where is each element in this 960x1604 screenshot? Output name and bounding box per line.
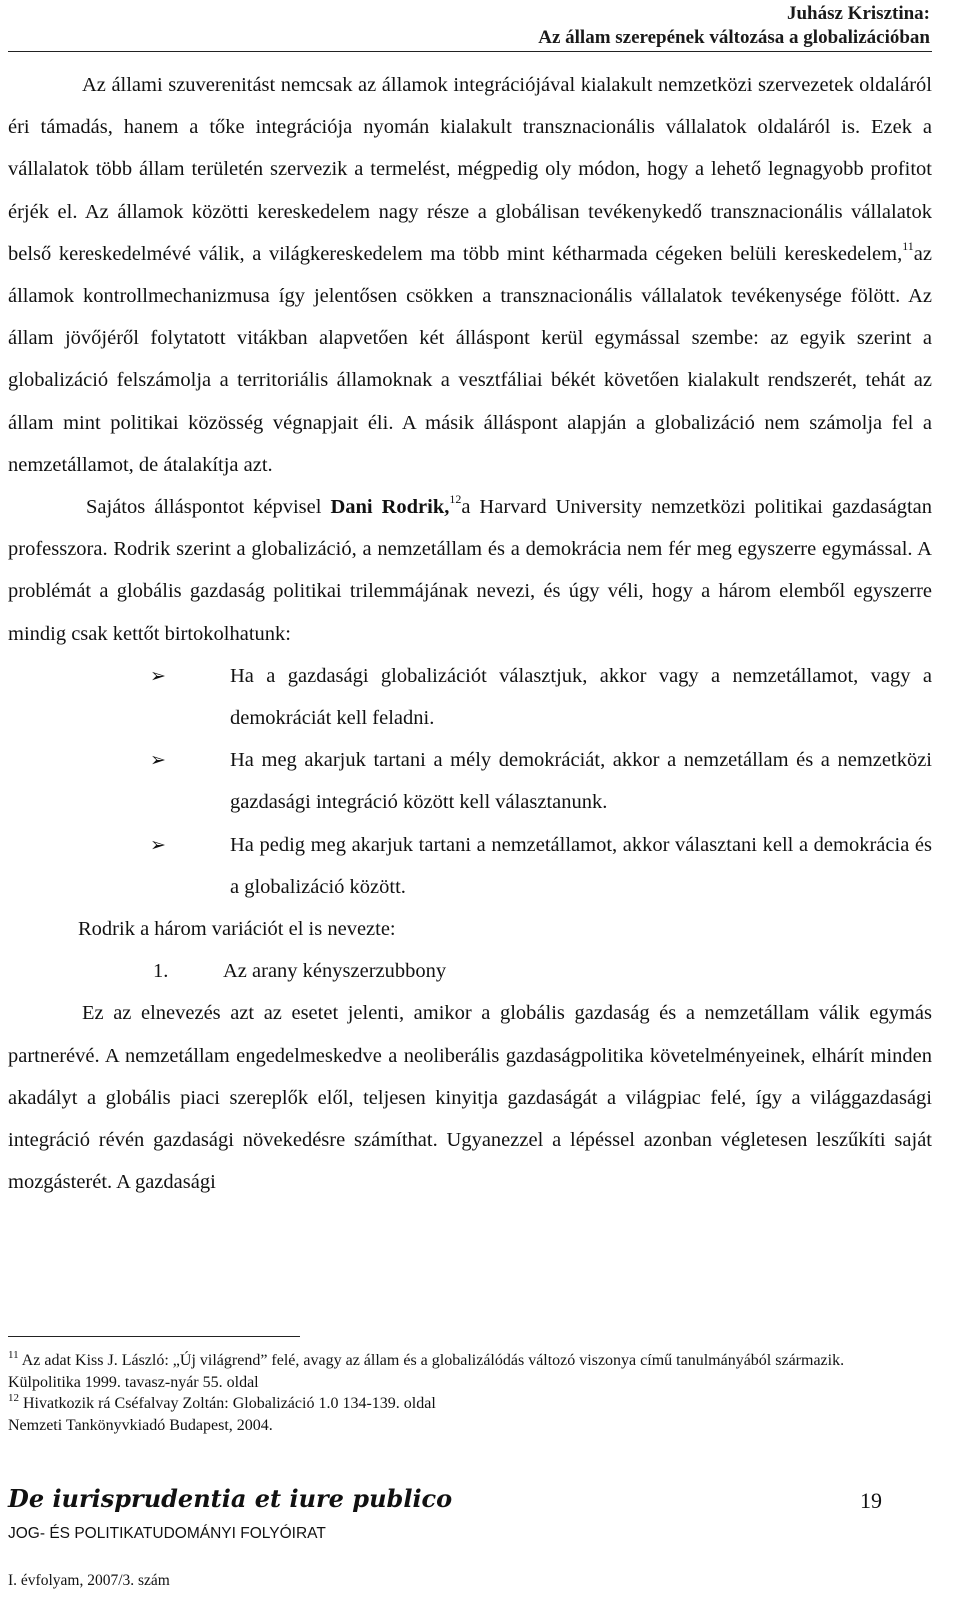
article-body	[8, 64, 932, 1203]
footnote-12	[8, 1393, 932, 1415]
list-item-text: Ha meg akarjuk tartani a mély demokráciát, akkor a nemzetállam és a nemzetközi gazdasági integráció között kell választanunk.	[230, 749, 932, 814]
header-rule	[8, 51, 932, 52]
footnote-number: 12	[8, 1392, 19, 1404]
list-item	[8, 655, 932, 739]
footnote-11-source: Külpolitika 1999. tavasz-nyár 55. oldal	[8, 1373, 259, 1391]
footnote-ref-12[interactable]: 12	[449, 492, 462, 507]
footnote-separator	[8, 1336, 300, 1337]
paragraph-golden-straitjacket: Ez az elnevezés azt az esetet jelenti, amikor a globális gazdaság és a nemzetállam válik egymás partnerévé. A nemzetállam engedelmeskedve a neoliberális gazdaságpolitika követelményeinek, elhárít minden akadályt a globális piaci szereplők elől, teljesen kinyitja gazdaságát a világpiac felé, így a világgazdasági integráció révén gazdasági növekedésre számíthat. Ugyanezzel a lépéssel azonban végletesen leszűkíti saját mozgásterét. A gazdasági	[8, 1002, 932, 1194]
arrowhead-icon: ➢	[150, 833, 166, 856]
paragraph-text: az államok kontrollmechanizmusa így jelentősen csökken a transznacionális vállalatok tevékenysége fölött. Az állam jövőjéről folytatott vitákban alapvetően két álláspont kerül egymással szembe: az egyik szerint a globalizáció felszámolja a territoriális államoknak a vesztfáliai békét követően kialakult rendszerét, tehát az állam mint politikai közösség végnapjait éli. A másik álláspont alapján a globalizáció nem számolja fel a nemzetállamot, de átalakítja azt.	[8, 242, 932, 476]
running-header	[538, 2, 930, 50]
header-author: Juhász Krisztina:	[786, 3, 930, 24]
variants-intro: Rodrik a három variációt el is nevezte:	[78, 918, 396, 941]
journal-name: JOG- ÉS POLITIKATUDOMÁNYI FOLYÓIRAT	[8, 1525, 326, 1542]
list-item	[8, 739, 932, 823]
variant-label: Az arany kényszerzubbony	[223, 960, 447, 983]
footnote-number: 11	[8, 1349, 19, 1361]
variant-number: 1.	[153, 960, 169, 983]
list-item	[8, 824, 932, 908]
variant-heading	[8, 950, 932, 992]
trilemma-list	[8, 655, 932, 908]
list-item-text: Ha pedig meg akarjuk tartani a nemzetállamot, akkor választani kell a demokrácia és a globalizáció között.	[230, 833, 932, 898]
paragraph-text: Sajátos álláspontot képvisel	[86, 496, 322, 519]
header-title: Az állam szerepének változása a globalizációban	[538, 27, 930, 48]
author-name-rodrik: Dani Rodrik,	[330, 496, 450, 519]
paragraph-text: Az állami szuverenitást nemcsak az államok integrációjával kialakult nemzetközi szervezetek oldaláról éri támadás, hanem a tőke integrációja nyomán kialakult transznacionális vállalatok oldaláról is. Ezek a vállalatok több állam területén szervezik a termelést, mégpedig oly módon, hogy a lehető legnagyobb profitot érjék el. Az államok közötti kereskedelem nagy része a globálisan tevékenykedő transznacionális vállalatok belső kereskedelmévé válik, a világkereskedelem ma több mint kétharmada cégeken belüli kereskedelem,	[8, 74, 932, 265]
footnote-12-source: Nemzeti Tankönyvkiadó Budapest, 2004.	[8, 1416, 273, 1434]
footnotes	[8, 1350, 932, 1436]
page-number: 19	[860, 1488, 882, 1513]
footnote-text: Az adat Kiss J. László: „Új világrend” felé, avagy az állam és a globalizálódás változó viszonya című tanulmányából származik.	[21, 1352, 845, 1369]
journal-issue: I. évfolyam, 2007/3. szám	[8, 1572, 170, 1589]
paragraph-sovereignty	[8, 64, 932, 486]
arrowhead-icon: ➢	[150, 664, 166, 687]
paragraph-text: a Harvard University nemzetközi politikai gazdaságtan professzora. Rodrik szerint a globalizáció, a nemzetállam és a demokrácia nem fér meg egyszerre egymással. A problémát a globális gazdaság politikai trilemmájának nevezi, és úgy véli, hogy a három elemből egyszerre mindig csak kettőt birtokolhatunk:	[8, 496, 932, 645]
journal-series-title: De iurisprudentia et iure publico	[8, 1484, 453, 1513]
arrowhead-icon: ➢	[150, 749, 166, 772]
footnote-ref-11[interactable]: 11	[902, 238, 914, 253]
paragraph-rodrik	[8, 486, 932, 655]
footnote-11	[8, 1350, 932, 1372]
footnote-text: Hivatkozik rá Cséfalvay Zoltán: Globalizáció 1.0 134-139. oldal	[23, 1395, 436, 1412]
list-item-text: Ha a gazdasági globalizációt választjuk, akkor vagy a nemzetállamot, vagy a demokráciát kell feladni.	[230, 664, 932, 730]
